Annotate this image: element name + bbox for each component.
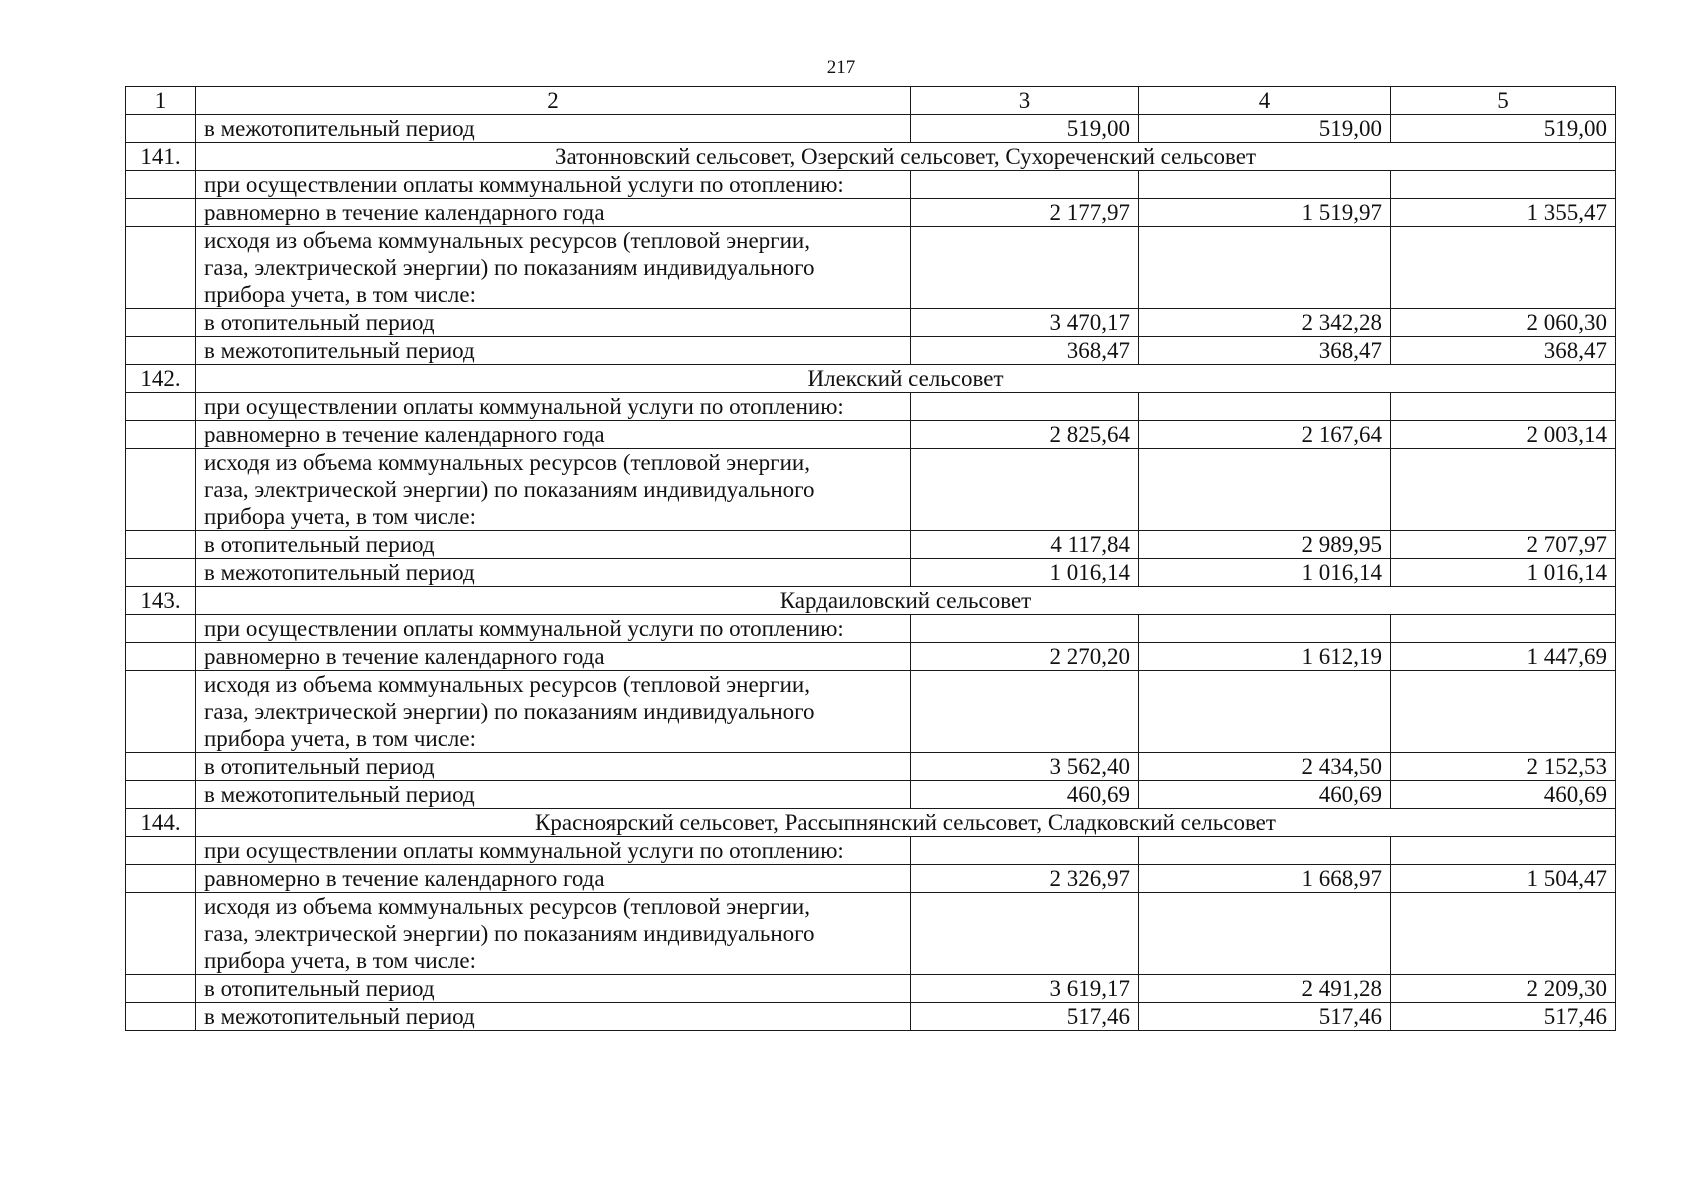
empty-cell bbox=[1391, 171, 1616, 199]
value-col-5: 368,47 bbox=[1391, 337, 1616, 365]
value-col-4: 1 612,19 bbox=[1139, 643, 1391, 671]
empty-cell bbox=[126, 671, 196, 753]
row-label: равномерно в течение календарного года bbox=[196, 421, 911, 449]
section-header-row bbox=[126, 809, 1616, 837]
value-col-3: 4 117,84 bbox=[911, 531, 1139, 559]
section-number: 144. bbox=[126, 809, 196, 837]
table-row bbox=[126, 227, 1616, 309]
table-row bbox=[126, 671, 1616, 753]
empty-cell bbox=[126, 227, 196, 309]
empty-cell bbox=[126, 449, 196, 531]
row-label: равномерно в течение календарного года bbox=[196, 643, 911, 671]
section-title: Кардаиловский сельсовет bbox=[196, 587, 1616, 615]
value-col-5: 2 707,97 bbox=[1391, 531, 1616, 559]
empty-cell bbox=[911, 837, 1139, 865]
row-label: при осуществлении оплаты коммунальной услуги по отоплению: bbox=[196, 615, 911, 643]
row-label: в межотопительный период bbox=[196, 337, 911, 365]
section-header-row bbox=[126, 587, 1616, 615]
empty-cell bbox=[1139, 893, 1391, 975]
value-col-4: 517,46 bbox=[1139, 1003, 1391, 1031]
section-number: 142. bbox=[126, 365, 196, 393]
empty-cell bbox=[911, 893, 1139, 975]
header-cell-2: 2 bbox=[196, 87, 911, 115]
table-row bbox=[126, 171, 1616, 199]
empty-cell bbox=[911, 615, 1139, 643]
row-label: равномерно в течение календарного года bbox=[196, 865, 911, 893]
value-col-3: 2 326,97 bbox=[911, 865, 1139, 893]
empty-cell bbox=[1139, 171, 1391, 199]
table-row bbox=[126, 975, 1616, 1003]
table-row bbox=[126, 865, 1616, 893]
row-label: в отопительный период bbox=[196, 309, 911, 337]
value-col-5: 2 003,14 bbox=[1391, 421, 1616, 449]
value-col-3: 1 016,14 bbox=[911, 559, 1139, 587]
empty-cell bbox=[1139, 393, 1391, 421]
value-col-4: 2 167,64 bbox=[1139, 421, 1391, 449]
row-label: в межотопительный период bbox=[196, 1003, 911, 1031]
empty-cell bbox=[126, 975, 196, 1003]
empty-cell bbox=[126, 1003, 196, 1031]
value-col-4: 2 342,28 bbox=[1139, 309, 1391, 337]
section-title: Затонновский сельсовет, Озерский сельсовет, Сухореченский сельсовет bbox=[196, 143, 1616, 171]
table-row bbox=[126, 781, 1616, 809]
empty-cell bbox=[126, 643, 196, 671]
table-row bbox=[126, 615, 1616, 643]
header-cell-4: 4 bbox=[1139, 87, 1391, 115]
empty-cell bbox=[1391, 837, 1616, 865]
value-col-3: 368,47 bbox=[911, 337, 1139, 365]
page-number: 217 bbox=[826, 57, 856, 78]
empty-cell bbox=[1391, 671, 1616, 753]
section-header-row bbox=[126, 365, 1616, 393]
empty-cell bbox=[126, 199, 196, 227]
empty-cell bbox=[126, 753, 196, 781]
value-col-3: 519,00 bbox=[911, 115, 1139, 143]
table-row bbox=[126, 753, 1616, 781]
value-col-4: 519,00 bbox=[1139, 115, 1391, 143]
table-row bbox=[126, 531, 1616, 559]
section-number: 141. bbox=[126, 143, 196, 171]
empty-cell bbox=[1139, 615, 1391, 643]
empty-cell bbox=[1139, 837, 1391, 865]
value-col-3: 2 270,20 bbox=[911, 643, 1139, 671]
value-col-4: 2 989,95 bbox=[1139, 531, 1391, 559]
row-label-multiline: исходя из объема коммунальных ресурсов (тепловой энергии, газа, электрической энергии) по показаниям индивидуального прибора учета, в том числе: bbox=[196, 227, 911, 309]
empty-cell bbox=[126, 531, 196, 559]
value-col-4: 1 668,97 bbox=[1139, 865, 1391, 893]
row-number-cell bbox=[126, 115, 196, 143]
empty-cell bbox=[126, 309, 196, 337]
value-col-3: 517,46 bbox=[911, 1003, 1139, 1031]
value-col-5: 1 504,47 bbox=[1391, 865, 1616, 893]
header-cell-3: 3 bbox=[911, 87, 1139, 115]
table-header-row bbox=[126, 87, 1616, 115]
row-label: в межотопительный период bbox=[196, 115, 911, 143]
value-col-3: 3 562,40 bbox=[911, 753, 1139, 781]
value-col-5: 519,00 bbox=[1391, 115, 1616, 143]
empty-cell bbox=[126, 837, 196, 865]
table-row bbox=[126, 199, 1616, 227]
value-col-4: 2 491,28 bbox=[1139, 975, 1391, 1003]
empty-cell bbox=[126, 893, 196, 975]
empty-cell bbox=[911, 171, 1139, 199]
empty-cell bbox=[911, 393, 1139, 421]
row-label: при осуществлении оплаты коммунальной услуги по отоплению: bbox=[196, 393, 911, 421]
row-label: в отопительный период bbox=[196, 975, 911, 1003]
table-row bbox=[126, 643, 1616, 671]
table-row bbox=[126, 337, 1616, 365]
empty-cell bbox=[911, 449, 1139, 531]
value-col-5: 2 209,30 bbox=[1391, 975, 1616, 1003]
empty-cell bbox=[1139, 671, 1391, 753]
row-label: при осуществлении оплаты коммунальной услуги по отоплению: bbox=[196, 837, 911, 865]
value-col-5: 460,69 bbox=[1391, 781, 1616, 809]
value-col-3: 2 177,97 bbox=[911, 199, 1139, 227]
table-row bbox=[126, 837, 1616, 865]
row-label: при осуществлении оплаты коммунальной услуги по отоплению: bbox=[196, 171, 911, 199]
empty-cell bbox=[1391, 449, 1616, 531]
table-row bbox=[126, 115, 1616, 143]
value-col-5: 2 152,53 bbox=[1391, 753, 1616, 781]
section-header-row bbox=[126, 143, 1616, 171]
empty-cell bbox=[911, 671, 1139, 753]
empty-cell bbox=[126, 865, 196, 893]
empty-cell bbox=[1391, 393, 1616, 421]
row-label-multiline: исходя из объема коммунальных ресурсов (тепловой энергии, газа, электрической энергии) по показаниям индивидуального прибора учета, в том числе: bbox=[196, 893, 911, 975]
row-label: равномерно в течение календарного года bbox=[196, 199, 911, 227]
value-col-5: 1 355,47 bbox=[1391, 199, 1616, 227]
value-col-5: 2 060,30 bbox=[1391, 309, 1616, 337]
value-col-3: 2 825,64 bbox=[911, 421, 1139, 449]
row-label: в межотопительный период bbox=[196, 781, 911, 809]
table-row bbox=[126, 559, 1616, 587]
section-number: 143. bbox=[126, 587, 196, 615]
row-label: в отопительный период bbox=[196, 753, 911, 781]
empty-cell bbox=[1391, 227, 1616, 309]
empty-cell bbox=[126, 393, 196, 421]
empty-cell bbox=[126, 171, 196, 199]
value-col-4: 1 519,97 bbox=[1139, 199, 1391, 227]
table-row bbox=[126, 1003, 1616, 1031]
value-col-4: 1 016,14 bbox=[1139, 559, 1391, 587]
header-cell-1: 1 bbox=[126, 87, 196, 115]
empty-cell bbox=[126, 615, 196, 643]
value-col-4: 2 434,50 bbox=[1139, 753, 1391, 781]
empty-cell bbox=[126, 781, 196, 809]
table-row bbox=[126, 393, 1616, 421]
value-col-5: 1 447,69 bbox=[1391, 643, 1616, 671]
table-row bbox=[126, 309, 1616, 337]
empty-cell bbox=[126, 337, 196, 365]
value-col-5: 517,46 bbox=[1391, 1003, 1616, 1031]
empty-cell bbox=[126, 421, 196, 449]
row-label-multiline: исходя из объема коммунальных ресурсов (тепловой энергии, газа, электрической энергии) по показаниям индивидуального прибора учета, в том числе: bbox=[196, 671, 911, 753]
empty-cell bbox=[1139, 227, 1391, 309]
empty-cell bbox=[1391, 615, 1616, 643]
value-col-3: 3 619,17 bbox=[911, 975, 1139, 1003]
section-title: Красноярский сельсовет, Рассыпнянский сельсовет, Сладковский сельсовет bbox=[196, 809, 1616, 837]
tariff-table bbox=[125, 86, 1616, 1031]
table-row bbox=[126, 449, 1616, 531]
table-row bbox=[126, 421, 1616, 449]
header-cell-5: 5 bbox=[1391, 87, 1616, 115]
empty-cell bbox=[1139, 449, 1391, 531]
row-label: в межотопительный период bbox=[196, 559, 911, 587]
empty-cell bbox=[911, 227, 1139, 309]
empty-cell bbox=[126, 559, 196, 587]
row-label-multiline: исходя из объема коммунальных ресурсов (тепловой энергии, газа, электрической энергии) по показаниям индивидуального прибора учета, в том числе: bbox=[196, 449, 911, 531]
value-col-3: 460,69 bbox=[911, 781, 1139, 809]
value-col-3: 3 470,17 bbox=[911, 309, 1139, 337]
value-col-4: 368,47 bbox=[1139, 337, 1391, 365]
value-col-4: 460,69 bbox=[1139, 781, 1391, 809]
row-label: в отопительный период bbox=[196, 531, 911, 559]
empty-cell bbox=[1391, 893, 1616, 975]
value-col-5: 1 016,14 bbox=[1391, 559, 1616, 587]
section-title: Илекский сельсовет bbox=[196, 365, 1616, 393]
table-row bbox=[126, 893, 1616, 975]
